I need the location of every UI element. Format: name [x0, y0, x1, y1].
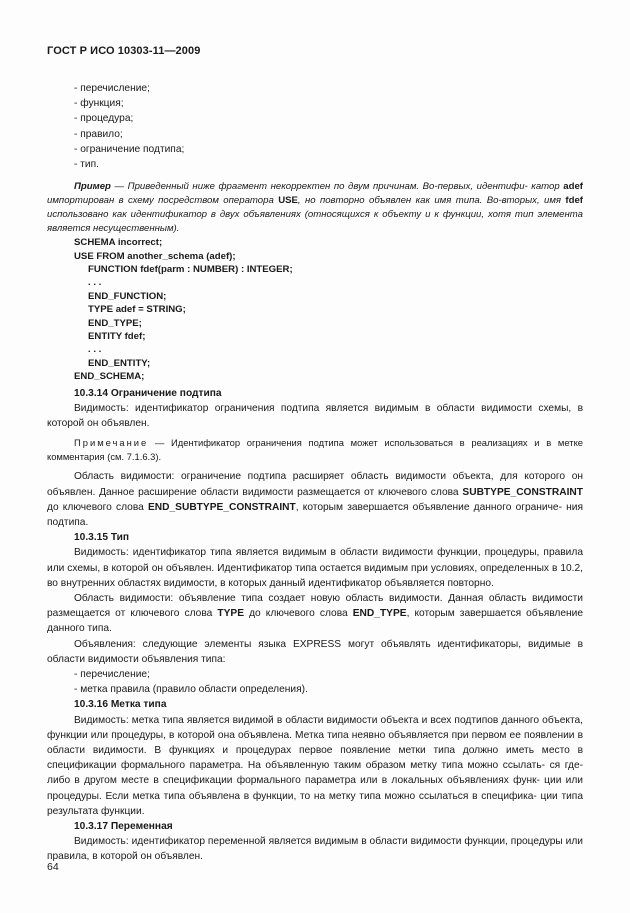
code-line: FUNCTION fdef(parm : NUMBER) : INTEGER; [88, 264, 293, 276]
paragraph-text: Область видимости: ограничение подтипа расширяет область видимости объекта, для которого он объявлен. Данное расширение области видимости размещается от ключевого слова [47, 471, 583, 498]
paragraph: Видимость: идентификатор переменной является видимым в области видимости функции, процедуры или правила, в которой он объявлен. [47, 836, 583, 863]
section-heading: 10.3.15 Тип [74, 532, 130, 544]
document-header: ГОСТ Р ИСО 10303-11—2009 [47, 45, 201, 57]
list-item: - перечисление; [74, 83, 150, 94]
note-label: Примечание [74, 437, 149, 449]
code-block [47, 236, 583, 383]
example-keyword: fdef [565, 195, 583, 207]
paragraph-text: Область видимости: объявление типа создает новую область видимости. Данная область видимости размещается от ключевого слова [47, 592, 583, 620]
code-line: END_SCHEMA; [74, 371, 145, 383]
page-content [47, 81, 583, 865]
list-item: - функция; [74, 98, 124, 110]
list-item: - ограничение подтипа; [74, 143, 185, 155]
list-item: - процедура; [74, 113, 134, 125]
section-heading: 10.3.17 Переменная [74, 820, 173, 832]
keyword: END_SUBTYPE_CONSTRAINT [148, 501, 296, 513]
list-item: - тип. [74, 159, 99, 171]
section-heading: 10.3.14 Ограничение подтипа [74, 387, 222, 399]
section-heading: 10.3.16 Метка типа [74, 699, 167, 711]
example-label: Пример [74, 181, 111, 193]
keyword: END_TYPE [352, 608, 407, 620]
code-line: END_TYPE; [88, 317, 142, 329]
code-line: ENTITY fdef; [88, 331, 146, 343]
paragraph: Объявления: следующие элементы языка EXPRESS могут объявлять идентификаторы, видимые в области видимости объявления типа: [47, 638, 583, 665]
note-paragraph [47, 436, 583, 464]
code-line: . . . [88, 344, 102, 356]
code-line: . . . [88, 277, 102, 289]
paragraph-text: до ключевого слова [47, 501, 148, 513]
example-text: , но повторно объявлен как имя типа. Во-вторых, имя [297, 195, 566, 207]
example-text: — Приведенный ниже фрагмент некорректен по двум причинам. Во-первых, идентифи- катор [110, 181, 564, 193]
code-line: TYPE adef = STRING; [88, 304, 186, 316]
example-keyword: USE [278, 195, 298, 207]
paragraph [47, 591, 583, 637]
keyword: TYPE [217, 608, 244, 620]
list-item: - правило; [74, 128, 123, 140]
code-line: END_ENTITY; [88, 357, 151, 369]
list-item: - метка правила (правило области определения). [74, 684, 308, 696]
code-line: END_FUNCTION; [88, 290, 167, 302]
paragraph: Видимость: метка типа является видимой в области видимости объекта и всех подтипов данного объекта, функции или процедуры, в которой она объявлена. Метка типа неявно объявляется при первом ее появлении в области видимости. В функциях и процедурах первое появление метки типа должно иметь место в спецификации формального параметра. На объявленную таким образом метку типа можно ссылать- ся где-либо в другом месте в спецификации формального параметра или в локальных объявлениях функ- ции или процедуры. Если метка типа объявлена в функции, то на метку типа можно ссылаться в специфика- ции типа результата функции. [47, 714, 583, 817]
page-number: 64 [47, 861, 59, 873]
note-text: — Идентификатор ограничения подтипа может использоваться в реализациях и в метке комментария (см. 7.1.6.3). [47, 437, 583, 463]
paragraph-text: , которым завершается объявление данного типа. [47, 608, 583, 635]
list-item: - перечисление; [74, 668, 150, 680]
paragraph: Видимость: идентификатор ограничения подтипа является видимым в области видимости схемы, в которой он объявлен. [47, 402, 583, 430]
paragraph-text: , которым завершается объявление данного ограниче- ния подтипа. [47, 501, 583, 528]
example-keyword: adef [563, 181, 583, 193]
paragraph: Видимость: идентификатор типа является видимым в области видимости функции, процедуры, правила или схемы, в которой он объявлен. Идентификатор типа остается видимым при условиях, определенных в 10.2, во внутренних областях видимости, в которых данный идентификатор объявляется повторно. [47, 547, 583, 589]
example-text: использовано как идентификатор в двух объявлениях (относящихся к объекту и к функции, хотя тип элемента является несущественным). [47, 209, 583, 235]
example-text: импортирован в схему посредством оператора [47, 195, 279, 207]
code-line: SCHEMA incorrect; [74, 237, 163, 249]
example-paragraph [47, 180, 583, 236]
keyword: SUBTYPE_CONSTRAINT [462, 486, 583, 498]
paragraph [47, 469, 583, 530]
paragraph-text: до ключевого слова [243, 608, 353, 620]
code-line: USE FROM another_schema (adef); [74, 250, 236, 262]
